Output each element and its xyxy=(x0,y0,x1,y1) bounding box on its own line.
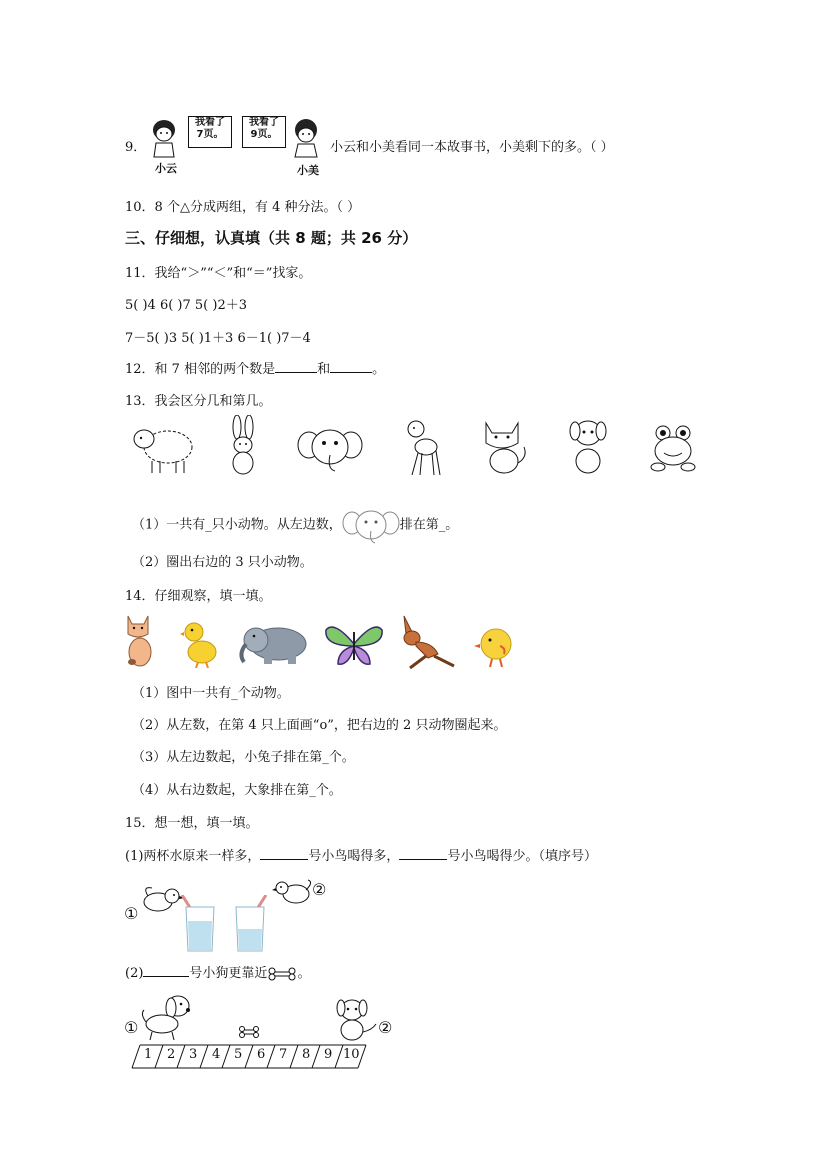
bone-icon xyxy=(267,967,297,981)
dog-icon xyxy=(332,996,380,1044)
mark-1: ① xyxy=(124,1018,139,1037)
q14-part1: （1）图中一共有_个动物。 xyxy=(132,686,290,701)
q15-title: 15．想一想，填一填。 xyxy=(125,816,259,831)
girl-xiaoyun-icon xyxy=(148,117,180,159)
q13-part2: （2）圈出右边的 3 只小动物。 xyxy=(132,555,313,570)
q14-animal-row xyxy=(118,612,538,672)
elephant-icon xyxy=(236,622,310,666)
q15-part1-c: 号小鸟喝得少。（填序号） xyxy=(447,849,597,864)
chick-icon xyxy=(474,624,518,668)
q13-part1-a: （1）一共有_只小动物。从左边数， xyxy=(132,517,342,533)
bone-icon xyxy=(238,1026,260,1038)
ruler-number: 10 xyxy=(343,1047,360,1062)
q12-blank-2[interactable] xyxy=(330,372,372,373)
q13-part1-b: 排在第_。 xyxy=(399,517,459,533)
q9-text: 小云和小美看同一本故事书，小美剩下的多。（ ） xyxy=(330,140,614,155)
frog-icon xyxy=(650,423,696,473)
bird-icon xyxy=(272,874,314,910)
mark-2: ② xyxy=(312,880,327,899)
q14-title: 14．仔细观察，填一填。 xyxy=(125,589,272,604)
butterfly-icon xyxy=(324,620,384,670)
ruler-number: 7 xyxy=(279,1047,288,1062)
ruler-number: 1 xyxy=(144,1047,153,1062)
duck-icon xyxy=(180,620,220,668)
q14-part3: （3）从左边数起，小兔子排在第_个。 xyxy=(132,750,355,765)
section-3-title: 三、仔细想，认真填（共 8 题；共 26 分） xyxy=(125,229,418,247)
q15-blank-1[interactable] xyxy=(260,859,308,860)
cat-icon xyxy=(478,417,528,475)
mark-2: ② xyxy=(378,1018,393,1037)
speech-bubble-left: 我看了 7页。 xyxy=(188,116,232,148)
elephant-icon xyxy=(297,425,363,475)
q14-part2: （2）从左数，在第 4 只上面画“o”，把右边的 2 只动物圈起来。 xyxy=(132,718,507,733)
q12-text xyxy=(125,358,385,377)
ruler-number: 3 xyxy=(189,1047,198,1062)
q12-text-a: 12．和 7 相邻的两个数是 xyxy=(125,362,276,377)
cat-icon xyxy=(118,612,158,670)
q9-number: 9． xyxy=(125,140,147,155)
q15-part2-a: (2) xyxy=(125,966,144,981)
q15-part2: (2) 号小狗更靠近 。 xyxy=(125,966,311,981)
q15-blank-3[interactable] xyxy=(143,976,189,977)
cup-icon xyxy=(230,895,270,953)
rabbit-icon xyxy=(225,415,261,477)
name-xiaomei: 小美 xyxy=(297,164,319,177)
q13-title: 13．我会区分几和第几。 xyxy=(125,394,272,409)
mark-1: ① xyxy=(124,904,139,923)
q15-part1 xyxy=(125,845,597,864)
puppy-icon xyxy=(567,417,609,475)
q15-blank-2[interactable] xyxy=(399,859,447,860)
cup-icon xyxy=(180,895,220,953)
q11-row2: 7－5( )3 5( )1＋3 6－1( )7－4 xyxy=(125,331,311,346)
sheep-icon xyxy=(130,421,196,473)
ruler-number: 5 xyxy=(234,1047,243,1062)
q12-text-c: 。 xyxy=(372,362,386,377)
ruler-number: 9 xyxy=(324,1047,333,1062)
name-xiaoyun: 小云 xyxy=(155,162,177,175)
elephant-icon xyxy=(342,505,400,545)
q11-row1: 5( )4 6( )7 5( )2＋3 xyxy=(125,298,247,313)
q15-part1-a: (1)两杯水原来一样多， xyxy=(125,849,261,864)
q12-text-b: 和 xyxy=(317,362,331,377)
q12-blank-1[interactable] xyxy=(275,372,317,373)
ruler-number: 8 xyxy=(302,1047,311,1062)
q11-title: 11．我给“＞”“＜”和“＝”找家。 xyxy=(125,266,312,281)
ruler-number: 4 xyxy=(212,1047,221,1062)
dog-icon xyxy=(138,992,196,1042)
q15-part1-b: 号小鸟喝得多， xyxy=(308,849,400,864)
deer-icon xyxy=(402,417,442,477)
q13-part1 xyxy=(132,505,458,545)
rabbit-icon xyxy=(398,614,456,670)
q10-text: 10．8 个△分成两组，有 4 种分法。（ ） xyxy=(125,200,361,215)
q15-part2-b: 号小狗更靠近 xyxy=(189,966,268,981)
ruler-number: 2 xyxy=(167,1047,176,1062)
number-ruler xyxy=(130,1044,370,1074)
girl-xiaomei-icon xyxy=(290,117,322,159)
ruler-frame xyxy=(130,1044,370,1070)
ruler-number: 6 xyxy=(257,1047,266,1062)
speech-bubble-right: 我看了 9页。 xyxy=(242,116,286,148)
q14-part4: （4）从右边数起，大象排在第_个。 xyxy=(132,783,342,798)
q13-animal-row xyxy=(130,415,700,477)
